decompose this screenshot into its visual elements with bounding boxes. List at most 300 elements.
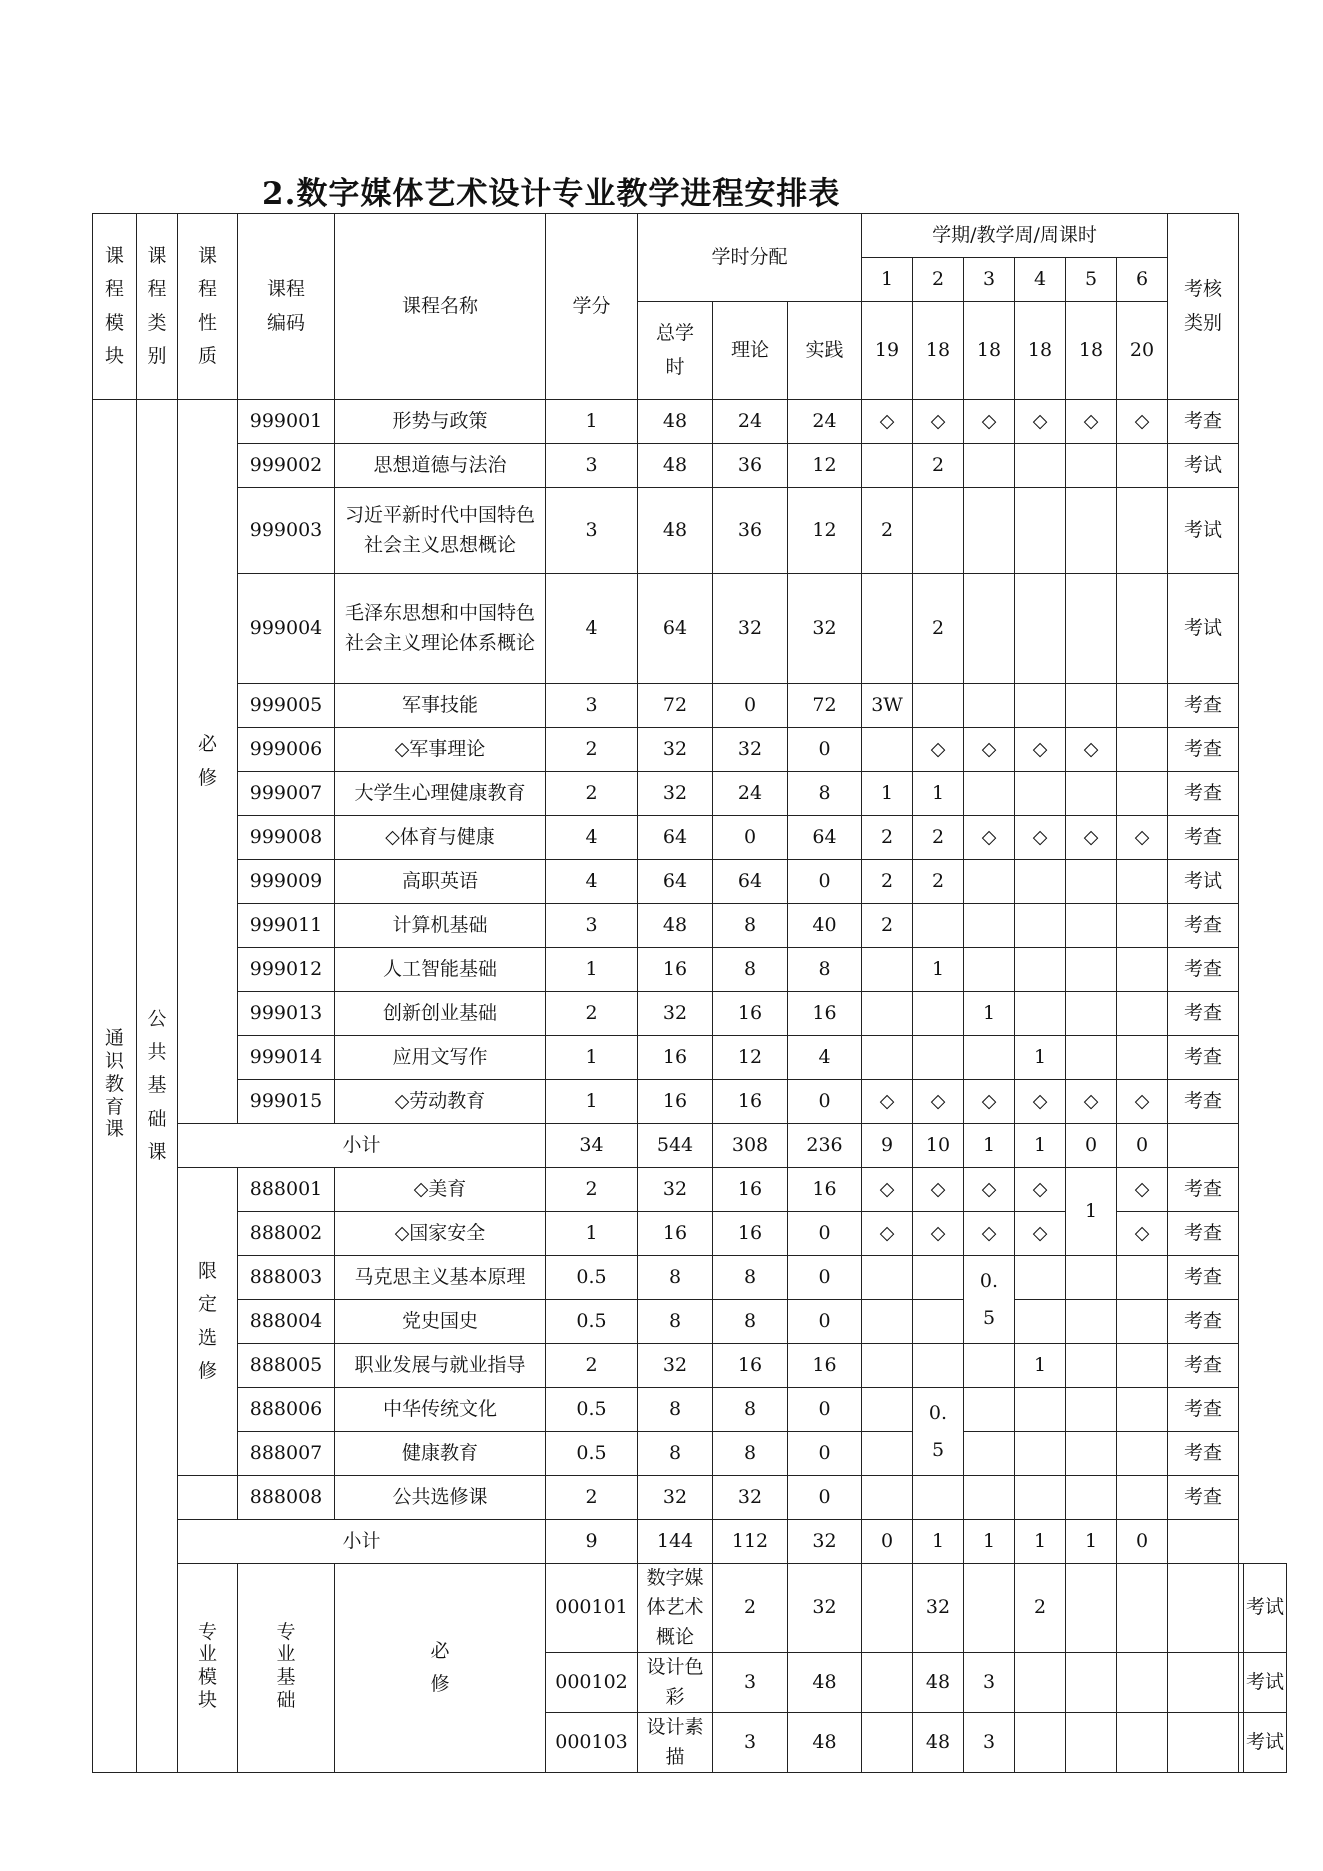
- semester-4-hours: ◇: [1015, 400, 1066, 444]
- subtotal-semester-1: 9: [862, 1124, 913, 1168]
- semester-6-hours: [1117, 948, 1168, 992]
- course-practice-hours: 12: [788, 488, 862, 574]
- semester-4-hours: [1117, 1564, 1168, 1653]
- course-total-hours: 8: [638, 1256, 713, 1300]
- course-theory-hours: 36: [713, 488, 788, 574]
- subtotal-row-elective: [93, 1520, 1287, 1564]
- course-total-hours: 16: [638, 948, 713, 992]
- header-exam: 考核类别: [1168, 214, 1239, 400]
- semester-1-hours: 2: [862, 860, 913, 904]
- semester-empty: [1117, 1256, 1168, 1300]
- course-name: 职业发展与就业指导: [335, 1344, 546, 1388]
- semester-hours: ◇: [913, 1168, 964, 1212]
- course-name: ◇体育与健康: [335, 816, 546, 860]
- semester-2-hours: ◇: [913, 400, 964, 444]
- course-practice-hours: 0: [788, 1476, 862, 1520]
- table-row: [93, 1344, 1287, 1388]
- course-name: ◇国家安全: [335, 1212, 546, 1256]
- semester-3-hours: [964, 488, 1015, 574]
- subtotal-total: 144: [638, 1520, 713, 1564]
- semester-2-hours: [1015, 1713, 1066, 1773]
- semester-hours: ◇: [1117, 1168, 1168, 1212]
- subtotal-credit: 34: [546, 1124, 638, 1168]
- exam-type: 考查: [1168, 1168, 1239, 1212]
- semester-3-hours: 1: [964, 992, 1015, 1036]
- semester-hours: ◇: [964, 1168, 1015, 1212]
- course-code: 999013: [238, 992, 335, 1036]
- subtotal-row-required: [93, 1124, 1287, 1168]
- course-name: 中华传统文化: [335, 1388, 546, 1432]
- semester-empty: [1015, 1300, 1066, 1344]
- subtotal-semester-4: 1: [1015, 1520, 1066, 1564]
- course-credit: 0.5: [546, 1300, 638, 1344]
- exam-type: 考查: [1168, 1036, 1239, 1080]
- exam-type: 考查: [1168, 1300, 1239, 1344]
- course-practice-hours: 0: [788, 1432, 862, 1476]
- semester-empty: [1066, 1300, 1117, 1344]
- course-name: 大学生心理健康教育: [335, 772, 546, 816]
- table-row: [93, 1564, 1287, 1653]
- subtotal-theory: 112: [713, 1520, 788, 1564]
- semester-3-hours: [964, 444, 1015, 488]
- semester-1-hours: 3: [964, 1713, 1015, 1773]
- exam-type: 考试: [1168, 444, 1239, 488]
- subtotal-semester-6: 0: [1117, 1124, 1168, 1168]
- semester-2-hours: 2: [1015, 1564, 1066, 1653]
- exam-type: 考查: [1168, 1476, 1239, 1520]
- exam-type: 考查: [1168, 1388, 1239, 1432]
- semester-2-hours: [913, 684, 964, 728]
- semester-5-hours: [1168, 1713, 1239, 1773]
- course-theory-hours: 32: [713, 728, 788, 772]
- table-row: [93, 860, 1287, 904]
- subtotal-credit: 9: [546, 1520, 638, 1564]
- course-total-hours: 32: [638, 992, 713, 1036]
- semester-3-hours: [964, 948, 1015, 992]
- semester-3-hours: ◇: [964, 400, 1015, 444]
- course-code: 999006: [238, 728, 335, 772]
- semester-3-hours: [964, 574, 1015, 684]
- semester-2-hours: ◇: [913, 1080, 964, 1124]
- semester-6-hours: [1117, 904, 1168, 948]
- course-name: 健康教育: [335, 1432, 546, 1476]
- course-credit: 2: [546, 1344, 638, 1388]
- semester-4-hours: [1015, 772, 1066, 816]
- table-row: [93, 1168, 1287, 1212]
- semester-4-hours: [1117, 1713, 1168, 1773]
- course-code: 999005: [238, 684, 335, 728]
- subtotal-total: 544: [638, 1124, 713, 1168]
- table-row: [93, 1388, 1287, 1432]
- semester-empty: [1015, 1256, 1066, 1300]
- nature-limited-elective: 限定选修: [178, 1168, 238, 1476]
- course-practice-hours: 16: [788, 1344, 862, 1388]
- semester-4-hours: [1015, 444, 1066, 488]
- course-name: 创新创业基础: [335, 992, 546, 1036]
- table-row: [93, 574, 1287, 684]
- semester-3-hours: [1066, 1564, 1117, 1653]
- course-credit: 0.5: [546, 1388, 638, 1432]
- subtotal-theory: 308: [713, 1124, 788, 1168]
- table-row: [93, 1432, 1287, 1476]
- course-credit: 3: [713, 1653, 788, 1713]
- semester-4-hours: [1015, 860, 1066, 904]
- semester-hours: ◇: [862, 1168, 913, 1212]
- course-practice-hours: 16: [788, 1168, 862, 1212]
- semester-1-hours: 2: [862, 816, 913, 860]
- course-code: 999004: [238, 574, 335, 684]
- semester-3-hours: ◇: [964, 728, 1015, 772]
- semester-2-hours: [913, 992, 964, 1036]
- course-code: 000101: [546, 1564, 638, 1653]
- semester-4-hours: ◇: [1015, 816, 1066, 860]
- semester-5-hours: [1066, 904, 1117, 948]
- semester-2-hours: 1: [913, 948, 964, 992]
- semester-4-hours: ◇: [1015, 1080, 1066, 1124]
- course-credit: 2: [546, 728, 638, 772]
- table-row: [93, 904, 1287, 948]
- course-practice-hours: 64: [788, 816, 862, 860]
- course-name: 高职英语: [335, 860, 546, 904]
- course-total-hours: 32: [638, 1344, 713, 1388]
- course-practice-hours: 0: [788, 728, 862, 772]
- course-total-hours: 32: [638, 1168, 713, 1212]
- semester-6-hours: ◇: [1117, 1080, 1168, 1124]
- subtotal-semester-5: 1: [1066, 1520, 1117, 1564]
- semester-1-hours: [862, 992, 913, 1036]
- semester-3-hours: ◇: [964, 816, 1015, 860]
- semester-empty: [1015, 1476, 1066, 1520]
- semester-empty: [1117, 1300, 1168, 1344]
- subtotal-practice: 236: [788, 1124, 862, 1168]
- course-total-hours: 48: [638, 488, 713, 574]
- semester-3-hours: [964, 684, 1015, 728]
- semester-2-hours: [913, 904, 964, 948]
- semester-6-hours: [1117, 728, 1168, 772]
- table-row: [93, 1080, 1287, 1124]
- semester-1-hours: [862, 948, 913, 992]
- course-name: 习近平新时代中国特色社会主义思想概论: [335, 488, 546, 574]
- semester-5-hours: [1066, 772, 1117, 816]
- course-practice-hours: 4: [788, 1036, 862, 1080]
- semester-2-hours: 2: [913, 816, 964, 860]
- course-practice-hours: 8: [788, 948, 862, 992]
- semester-3-hours: ◇: [964, 1080, 1015, 1124]
- course-credit: 1: [546, 1212, 638, 1256]
- header-hours: 学时分配: [638, 214, 862, 302]
- course-credit: 2: [713, 1564, 788, 1653]
- header-name: 课程名称: [335, 214, 546, 400]
- semester-empty: [1066, 1256, 1117, 1300]
- semester-5-hours: [1066, 1036, 1117, 1080]
- course-credit: 3: [546, 444, 638, 488]
- course-total-hours: 48: [788, 1653, 862, 1713]
- course-total-hours: 48: [638, 400, 713, 444]
- course-theory-hours: 32: [713, 1476, 788, 1520]
- semester-empty: [1117, 1476, 1168, 1520]
- course-code: 888003: [238, 1256, 335, 1300]
- semester-empty: [862, 1344, 913, 1388]
- course-theory-hours: 8: [713, 1388, 788, 1432]
- course-practice-hours: 40: [788, 904, 862, 948]
- course-theory-hours: 24: [713, 772, 788, 816]
- semester-empty: [1117, 1344, 1168, 1388]
- header-theory: 理论: [713, 302, 788, 400]
- course-practice-hours: 0: [788, 1256, 862, 1300]
- course-code: 888002: [238, 1212, 335, 1256]
- subtotal-semester-1: 0: [862, 1520, 913, 1564]
- subtotal-exam-empty: [1168, 1124, 1239, 1168]
- semester-4-hours: [1015, 488, 1066, 574]
- subtotal-exam-empty: [1168, 1520, 1239, 1564]
- semester-empty: [862, 1476, 913, 1520]
- course-practice-hours: 0: [788, 1080, 862, 1124]
- exam-type: 考查: [1168, 1212, 1239, 1256]
- semester-4-hours: [1015, 992, 1066, 1036]
- course-total-hours: 48: [788, 1713, 862, 1773]
- exam-type: 考查: [1168, 992, 1239, 1036]
- header-semester-2: 2: [913, 258, 964, 302]
- header-week-1: 19: [862, 302, 913, 400]
- semester-6-hours: [1117, 992, 1168, 1036]
- course-total-hours: 64: [638, 860, 713, 904]
- course-total-hours: 32: [638, 728, 713, 772]
- semester-empty: [913, 1256, 964, 1300]
- semester-6-hours: [1117, 860, 1168, 904]
- semester-empty: [1066, 1344, 1117, 1388]
- semester-hours: 1: [1015, 1344, 1066, 1388]
- table-row: [93, 816, 1287, 860]
- course-practice-hours: 0: [788, 1388, 862, 1432]
- subtotal-semester-6: 0: [1117, 1520, 1168, 1564]
- semester-5-hours: [1066, 574, 1117, 684]
- subtotal-semester-3: 1: [964, 1124, 1015, 1168]
- subtotal-semester-5: 0: [1066, 1124, 1117, 1168]
- course-total-hours: 8: [638, 1432, 713, 1476]
- semester-5-hours: [1066, 444, 1117, 488]
- course-practice-hours: 0: [788, 1212, 862, 1256]
- exam-type: 考查: [1168, 948, 1239, 992]
- semester-6-hours: [1117, 488, 1168, 574]
- header-practice: 实践: [788, 302, 862, 400]
- course-practice-hours: 0: [788, 1300, 862, 1344]
- course-credit: 2: [546, 1476, 638, 1520]
- header-category: 课程类别: [137, 214, 178, 400]
- exam-type: 考试: [1244, 1564, 1287, 1653]
- course-total-hours: 32: [788, 1564, 862, 1653]
- course-theory-hours: [862, 1713, 913, 1773]
- semester-6-hours: [1117, 772, 1168, 816]
- course-practice-hours: 12: [788, 444, 862, 488]
- semester-5-hours: ◇: [1066, 728, 1117, 772]
- course-total-hours: 32: [638, 772, 713, 816]
- course-credit: 3: [546, 904, 638, 948]
- table-row: [93, 444, 1287, 488]
- course-total-hours: 16: [638, 1036, 713, 1080]
- semester-5-hours: ◇: [1066, 400, 1117, 444]
- semester-1-hours: ◇: [862, 400, 913, 444]
- semester-5-hours: [1066, 948, 1117, 992]
- semester-2-hours: [1015, 1653, 1066, 1713]
- header-semester-title: 学期/教学周/周课时: [862, 214, 1168, 258]
- course-theory-hours: 8: [713, 948, 788, 992]
- course-theory-hours: 24: [713, 400, 788, 444]
- semester-empty: [964, 1344, 1015, 1388]
- semester-3-hours: [1066, 1713, 1117, 1773]
- course-total-hours: 48: [638, 444, 713, 488]
- course-total-hours: 16: [638, 1080, 713, 1124]
- semester-3-hours: [964, 1036, 1015, 1080]
- course-name: ◇军事理论: [335, 728, 546, 772]
- semester-2-hours: [913, 488, 964, 574]
- semester-hours: 0.5: [913, 1388, 964, 1476]
- course-practice-hours: 0: [788, 860, 862, 904]
- semester-4-hours: [1015, 684, 1066, 728]
- teaching-schedule-table: [92, 213, 1287, 1773]
- course-credit: 2: [546, 1168, 638, 1212]
- semester-1-hours: ◇: [862, 1080, 913, 1124]
- table-row: [93, 1036, 1287, 1080]
- course-credit: 0.5: [546, 1256, 638, 1300]
- semester-4-hours: [1015, 904, 1066, 948]
- semester-empty: [1117, 1432, 1168, 1476]
- course-credit: 0.5: [546, 1432, 638, 1476]
- course-practice-hours: 48: [913, 1653, 964, 1713]
- exam-type: 考查: [1168, 400, 1239, 444]
- semester-2-hours: 2: [913, 860, 964, 904]
- course-name: 人工智能基础: [335, 948, 546, 992]
- semester-5-hours: [1066, 992, 1117, 1036]
- course-code: 999001: [238, 400, 335, 444]
- table-row: [93, 1256, 1287, 1300]
- course-credit: 1: [546, 1036, 638, 1080]
- semester-3-hours: [964, 860, 1015, 904]
- course-credit: 2: [546, 772, 638, 816]
- header-nature: 课程性质: [178, 214, 238, 400]
- course-practice-hours: 72: [788, 684, 862, 728]
- semester-5-hours: [1168, 1653, 1239, 1713]
- course-code: 888006: [238, 1388, 335, 1432]
- course-code: 999014: [238, 1036, 335, 1080]
- exam-type: 考查: [1168, 816, 1239, 860]
- course-practice-hours: 24: [788, 400, 862, 444]
- semester-4-hours: [1015, 948, 1066, 992]
- semester-empty: [1066, 1388, 1117, 1432]
- table-row: [93, 772, 1287, 816]
- course-practice-hours: 16: [788, 992, 862, 1036]
- exam-type: 考查: [1168, 904, 1239, 948]
- header-module: 课程模块: [93, 214, 137, 400]
- course-total-hours: 72: [638, 684, 713, 728]
- course-name: ◇美育: [335, 1168, 546, 1212]
- course-credit: 1: [546, 948, 638, 992]
- course-code: 000103: [546, 1713, 638, 1773]
- semester-1-hours: 2: [862, 904, 913, 948]
- semester-1-hours: 3: [964, 1653, 1015, 1713]
- semester-empty: [862, 1388, 913, 1432]
- header-code: 课程编码: [238, 214, 335, 400]
- header-total: 总学时: [638, 302, 713, 400]
- semester-4-hours: [1117, 1653, 1168, 1713]
- course-code: 999008: [238, 816, 335, 860]
- semester-6-hours: [1117, 1036, 1168, 1080]
- course-total-hours: 8: [638, 1388, 713, 1432]
- subtotal-label: 小计: [178, 1124, 546, 1168]
- exam-type: 考试: [1244, 1713, 1287, 1773]
- course-theory-hours: 0: [713, 816, 788, 860]
- header-credit: 学分: [546, 214, 638, 400]
- exam-type: 考查: [1168, 1256, 1239, 1300]
- exam-type: 考查: [1168, 1344, 1239, 1388]
- header-semester-6: 6: [1117, 258, 1168, 302]
- table-row: [93, 684, 1287, 728]
- course-name: 军事技能: [335, 684, 546, 728]
- semester-5-hours: ◇: [1066, 816, 1117, 860]
- course-total-hours: 48: [638, 904, 713, 948]
- subtotal-practice: 32: [788, 1520, 862, 1564]
- header-semester-4: 4: [1015, 258, 1066, 302]
- course-theory-hours: 0: [713, 684, 788, 728]
- semester-hours: 1: [1066, 1168, 1117, 1256]
- course-practice-hours: 32: [913, 1564, 964, 1653]
- semester-6-hours: [1117, 444, 1168, 488]
- course-code: 888004: [238, 1300, 335, 1344]
- exam-type: 考查: [1168, 728, 1239, 772]
- course-total-hours: 32: [638, 1476, 713, 1520]
- table-row: [93, 1476, 1287, 1520]
- header-semester-1: 1: [862, 258, 913, 302]
- course-practice-hours: 32: [788, 574, 862, 684]
- course-credit: 1: [546, 1080, 638, 1124]
- course-theory-hours: [862, 1653, 913, 1713]
- course-credit: 2: [546, 992, 638, 1036]
- course-theory-hours: 32: [713, 574, 788, 684]
- semester-empty: [862, 1432, 913, 1476]
- course-credit: 3: [713, 1713, 788, 1773]
- semester-1-hours: 1: [862, 772, 913, 816]
- semester-1-hours: 3W: [862, 684, 913, 728]
- semester-empty: [913, 1344, 964, 1388]
- semester-hours: ◇: [1117, 1212, 1168, 1256]
- course-code: 888001: [238, 1168, 335, 1212]
- course-code: 999003: [238, 488, 335, 574]
- course-credit: 4: [546, 574, 638, 684]
- course-code: 999015: [238, 1080, 335, 1124]
- course-credit: 1: [546, 400, 638, 444]
- course-theory-hours: 8: [713, 1432, 788, 1476]
- semester-5-hours: [1066, 860, 1117, 904]
- semester-4-hours: [1015, 574, 1066, 684]
- semester-2-hours: 2: [913, 444, 964, 488]
- header-week-2: 18: [913, 302, 964, 400]
- course-theory-hours: 16: [713, 1168, 788, 1212]
- semester-6-hours: [1117, 574, 1168, 684]
- exam-type: 考查: [1168, 1080, 1239, 1124]
- semester-hours: ◇: [862, 1212, 913, 1256]
- exam-type: 考试: [1168, 860, 1239, 904]
- semester-2-hours: ◇: [913, 728, 964, 772]
- course-theory-hours: 16: [713, 1212, 788, 1256]
- course-theory-hours: 8: [713, 1256, 788, 1300]
- semester-2-hours: 1: [913, 772, 964, 816]
- course-code: 888007: [238, 1432, 335, 1476]
- course-credit: 4: [546, 816, 638, 860]
- semester-hours: ◇: [964, 1212, 1015, 1256]
- semester-1-hours: [862, 1036, 913, 1080]
- header-semester-3: 3: [964, 258, 1015, 302]
- nature-required-major: 必修: [335, 1564, 546, 1773]
- course-theory-hours: 64: [713, 860, 788, 904]
